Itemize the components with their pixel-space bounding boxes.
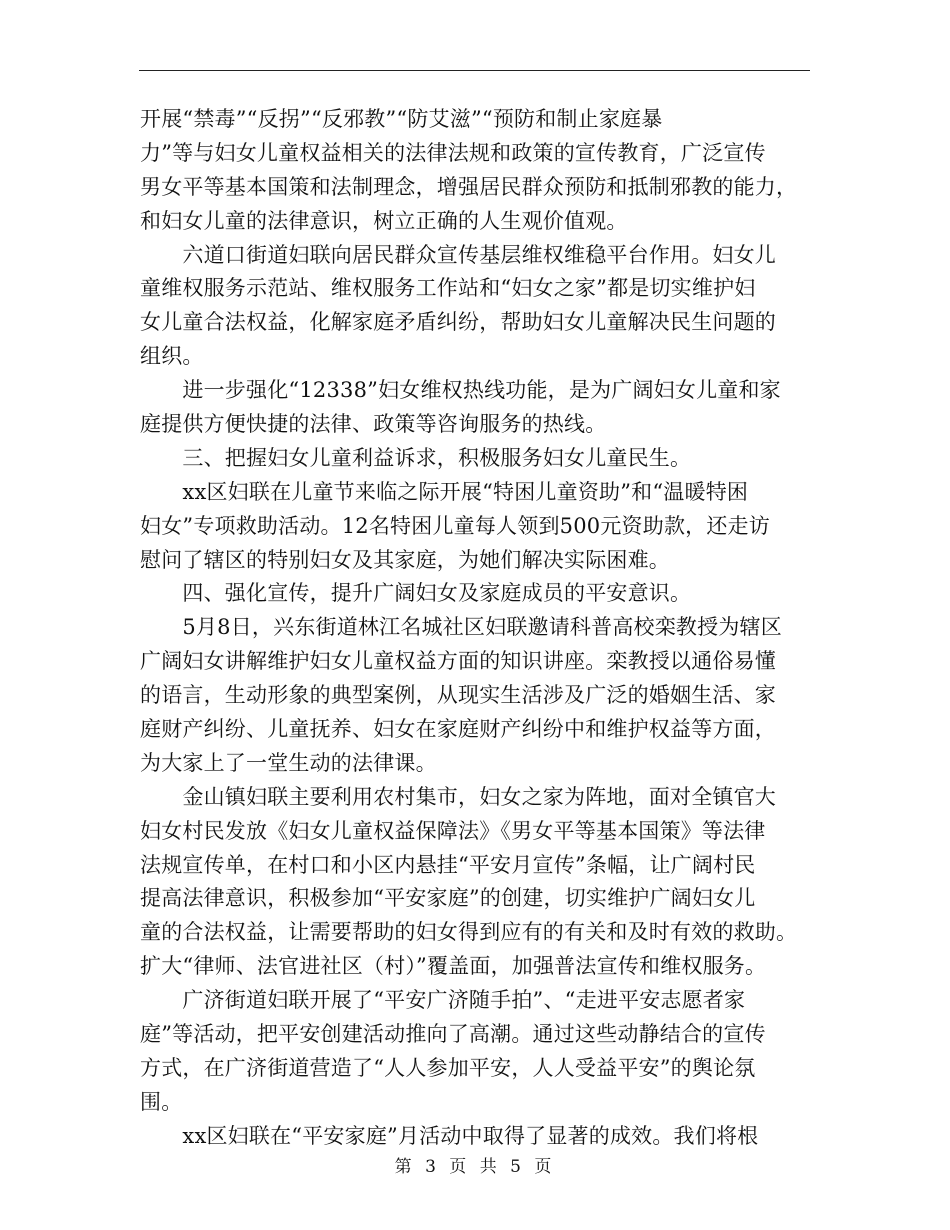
text-line: 慰问了辖区的特别妇女及其家庭，为她们解决实际困难。 [140, 547, 670, 572]
text-line: 方式，在广济街道营造了“人人参加平安，人人受益平安”的舆论氛 [140, 1055, 756, 1080]
document-body [140, 103, 820, 1154]
text-line: 庭财产纠纷、儿童抚养、妇女在家庭财产纠纷中和维护权益等方面， [140, 717, 776, 742]
text-line: 妇女”专项救助活动。12名特困儿童每人领到500元资助款，还走访 [140, 513, 770, 538]
text-line: 法规宣传单，在村口和小区内悬挂“平安月宣传”条幅，让广阔村民 [140, 852, 756, 877]
text-line: 提高法律意识，积极参加“平安家庭”的创建，切实维护广阔妇女儿 [140, 886, 756, 911]
text-line: 广济街道妇联开展了“平安广济随手拍”、“走进平安志愿者家 [140, 988, 746, 1013]
text-line: 童的合法权益，让需要帮助的妇女得到应有的有关和及时有效的救助。 [140, 920, 798, 945]
text-line: xx区妇联在儿童节来临之际开展“特困儿童资助”和“温暖特困 [140, 479, 749, 504]
section-heading: 四、强化宣传，提升广阔妇女及家庭成员的平安意识。 [140, 581, 692, 606]
text-line: 的语言，生动形象的典型案例，从现实生活涉及广泛的婚姻生活、家 [140, 683, 776, 708]
text-line: 童维权服务示范站、维权服务工作站和“妇女之家”都是切实维护妇 [140, 276, 756, 301]
text-line: 广阔妇女讲解维护妇女儿童权益方面的知识讲座。栾教授以通俗易懂 [140, 649, 776, 674]
text-line: 围。 [140, 1089, 183, 1114]
text-line: 力”等与妇女儿童权益相关的法律法规和政策的宣传教育，广泛宣传 [140, 140, 766, 165]
text-line: 为大家上了一堂生动的法律课。 [140, 750, 437, 775]
text-line: 金山镇妇联主要利用农村集市，妇女之家为阵地，面对全镇官大 [140, 784, 776, 809]
text-line: 女儿童合法权益，化解家庭矛盾纠纷，帮助妇女儿童解决民生问题的 [140, 310, 776, 335]
text-line: 组织。 [140, 344, 204, 369]
text-line: 和妇女儿童的法律意识，树立正确的人生观价值观。 [140, 208, 628, 233]
page-number-footer: 第 3 页 共 5 页 [394, 1157, 556, 1177]
section-heading: 三、把握妇女儿童利益诉求，积极服务妇女儿童民生。 [140, 445, 692, 470]
text-line: 男女平等基本国策和法制理念，增强居民群众预防和抵制邪教的能力， [140, 174, 798, 199]
text-line: 开展“禁毒”“反拐”“反邪教”“防艾滋”“预防和制止家庭暴 [140, 107, 663, 131]
text-line: 妇女村民发放《妇女儿童权益保障法》《男女平等基本国策》等法律 [140, 818, 766, 843]
text-line: xx区妇联在“平安家庭”月活动中取得了显著的成效。我们将根 [140, 1123, 759, 1148]
text-line: 庭”等活动，把平安创建活动推向了高潮。通过这些动静结合的宣传 [140, 1022, 766, 1047]
text-line: 5月8日，兴东街道林江名城社区妇联邀请科普高校栾教授为辖区 [140, 615, 782, 640]
text-line: 庭提供方便快捷的法律、政策等咨询服务的热线。 [140, 412, 607, 437]
header-rule [139, 70, 810, 71]
text-line: 进一步强化“12338”妇女维权热线功能，是为广阔妇女儿童和家 [140, 378, 781, 403]
text-line: 扩大“律师、法官进社区（村）”覆盖面，加强普法宣传和维权服务。 [140, 954, 767, 979]
text-line: 六道口街道妇联向居民群众宣传基层维权维稳平台作用。妇女儿 [140, 242, 776, 267]
